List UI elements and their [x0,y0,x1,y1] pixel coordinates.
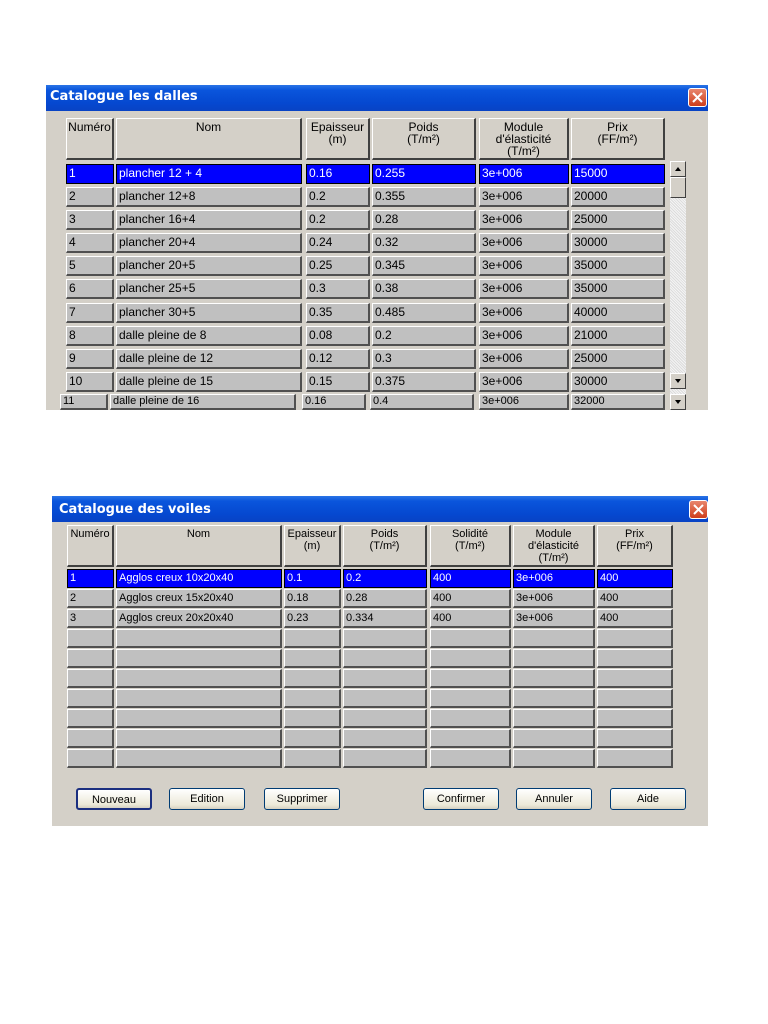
voiles-empty-cell[interactable] [597,629,673,648]
dalles-cell-prix[interactable]: 35000 [571,279,665,299]
voiles-empty-cell[interactable] [343,669,427,688]
voiles-body [52,522,708,826]
voiles-empty-cell[interactable] [284,669,341,688]
voiles-cell-numero[interactable]: 2 [67,589,114,608]
dalles-cell-prix[interactable]: 40000 [571,303,665,323]
dalles-cell-poids[interactable]: 0.28 [372,210,476,230]
voiles-empty-cell[interactable] [343,629,427,648]
dalles-cell-epaisseur[interactable]: 0.3 [306,279,370,299]
voiles-cell-epaisseur[interactable]: 0.18 [284,589,341,608]
voiles-empty-cell[interactable] [513,649,595,668]
voiles-empty-cell[interactable] [597,689,673,708]
voiles-cell-nom[interactable]: Agglos creux 15x20x40 [116,589,282,608]
voiles-cell-prix[interactable]: 400 [597,589,673,608]
dalles-cell-module[interactable]: 3e+006 [479,279,569,299]
dalles-header-prix: Prix (FF/m²) [571,118,665,160]
voiles-empty-cell[interactable] [513,709,595,728]
dalles-cell-poids[interactable]: 0.485 [372,303,476,323]
dalles-cell-poids[interactable]: 0.32 [372,233,476,253]
dalles-cell-poids[interactable]: 0.375 [372,372,476,392]
voiles-empty-cell[interactable] [430,649,511,668]
voiles-cell-numero[interactable]: 1 [67,569,114,588]
dalles-header-poids: Poids (T/m²) [372,118,476,160]
dalles-cell-module[interactable]: 3e+006 [479,394,569,410]
dalles-header-numero: Numéro [66,118,114,160]
voiles-empty-cell[interactable] [284,689,341,708]
voiles-cell-module[interactable]: 3e+006 [513,609,595,628]
dalles-cell-prix[interactable]: 30000 [571,233,665,253]
dalles-header-epaisseur: Epaisseur (m) [306,118,370,160]
dalles-cell-nom[interactable]: plancher 20+5 [116,256,302,276]
voiles-empty-cell[interactable] [116,729,282,748]
dalles-cell-numero[interactable]: 3 [66,210,114,230]
voiles-cell-nom[interactable]: Agglos creux 10x20x40 [116,569,282,588]
dalles-cell-numero[interactable]: 7 [66,303,114,323]
dalles-cell-numero[interactable]: 4 [66,233,114,253]
voiles-empty-cell[interactable] [513,729,595,748]
voiles-empty-cell[interactable] [116,689,282,708]
dalles-cell-nom[interactable]: plancher 20+4 [116,233,302,253]
dalles-cell-module[interactable]: 3e+006 [479,256,569,276]
voiles-empty-cell[interactable] [343,749,427,768]
voiles-empty-cell[interactable] [597,669,673,688]
dalles-cell-epaisseur[interactable]: 0.2 [306,210,370,230]
voiles-empty-cell[interactable] [513,749,595,768]
dalles-cell-nom[interactable]: dalle pleine de 16 [110,394,296,410]
dalles-cell-nom[interactable]: dalle pleine de 8 [116,326,302,346]
voiles-empty-cell[interactable] [597,729,673,748]
voiles-cell-poids[interactable]: 0.28 [343,589,427,608]
voiles-empty-cell[interactable] [67,749,114,768]
voiles-empty-cell[interactable] [67,629,114,648]
dalles-cell-nom[interactable]: plancher 16+4 [116,210,302,230]
dalles-body [46,111,708,410]
voiles-empty-cell[interactable] [284,709,341,728]
arrow-down-icon [671,398,685,410]
voiles-empty-cell[interactable] [116,669,282,688]
voiles-empty-cell[interactable] [116,629,282,648]
voiles-cell-solidite[interactable]: 400 [430,569,511,588]
dalles-cell-epaisseur[interactable]: 0.16 [302,394,366,410]
dalles-cell-poids[interactable]: 0.2 [372,326,476,346]
voiles-header-epaisseur: Epaisseur (m) [284,525,341,567]
dalles-cell-numero[interactable]: 8 [66,326,114,346]
voiles-cell-epaisseur[interactable]: 0.23 [284,609,341,628]
voiles-cell-numero[interactable]: 3 [67,609,114,628]
dalles-cell-nom[interactable]: plancher 12+8 [116,187,302,207]
dalles-cell-module[interactable]: 3e+006 [479,187,569,207]
dalles-cell-numero[interactable]: 1 [66,164,114,184]
voiles-empty-cell[interactable] [513,689,595,708]
voiles-empty-cell[interactable] [430,709,511,728]
voiles-empty-cell[interactable] [284,749,341,768]
dalles-header-nom: Nom [116,118,302,160]
dalles-window [46,85,708,410]
dalles-cell-poids[interactable]: 0.355 [372,187,476,207]
dalles-cell-poids[interactable]: 0.38 [372,279,476,299]
voiles-empty-cell[interactable] [430,749,511,768]
voiles-cell-prix[interactable]: 400 [597,569,673,588]
voiles-header-solidite: Solidité (T/m²) [430,525,511,567]
dalles-cell-epaisseur[interactable]: 0.2 [306,187,370,207]
voiles-cell-nom[interactable]: Agglos creux 20x20x40 [116,609,282,628]
dalles-cell-poids[interactable]: 0.345 [372,256,476,276]
dalles-cell-prix[interactable]: 25000 [571,349,665,369]
scroll-down-button-2[interactable] [670,394,686,410]
voiles-empty-cell[interactable] [430,729,511,748]
dalles-cell-poids[interactable]: 0.3 [372,349,476,369]
voiles-empty-cell[interactable] [67,649,114,668]
dalles-cell-module[interactable]: 3e+006 [479,349,569,369]
voiles-empty-cell[interactable] [284,649,341,668]
voiles-empty-cell[interactable] [343,689,427,708]
nouveau-button[interactable]: Nouveau [76,788,152,810]
voiles-empty-cell[interactable] [284,729,341,748]
dalles-cell-nom[interactable]: plancher 30+5 [116,303,302,323]
dalles-cell-numero[interactable]: 6 [66,279,114,299]
dalles-cell-numero[interactable]: 11 [60,394,108,410]
voiles-empty-cell[interactable] [67,729,114,748]
dalles-cell-poids[interactable]: 0.4 [370,394,474,410]
scroll-up-button[interactable] [670,161,686,177]
dalles-cell-epaisseur[interactable]: 0.35 [306,303,370,323]
voiles-empty-cell[interactable] [513,629,595,648]
voiles-empty-cell[interactable] [597,709,673,728]
voiles-header-module: Module d'élasticité (T/m²) [513,525,595,567]
aide-button[interactable]: Aide [610,788,686,810]
voiles-empty-cell[interactable] [116,709,282,728]
dalles-cell-module[interactable]: 3e+006 [479,233,569,253]
dalles-header-module: Module d'élasticité (T/m²) [479,118,569,160]
dalles-window-title: Catalogue les dalles [50,89,198,104]
dalles-cell-prix[interactable]: 20000 [571,187,665,207]
voiles-cell-epaisseur[interactable]: 0.1 [284,569,341,588]
dalles-cell-poids[interactable]: 0.255 [372,164,476,184]
voiles-empty-cell[interactable] [513,669,595,688]
voiles-empty-cell[interactable] [430,689,511,708]
edition-button[interactable]: Edition [169,788,245,810]
voiles-empty-cell[interactable] [67,689,114,708]
dalles-cell-epaisseur[interactable]: 0.12 [306,349,370,369]
dalles-cell-epaisseur[interactable]: 0.24 [306,233,370,253]
dalles-cell-numero[interactable]: 10 [66,372,114,392]
supprimer-button[interactable]: Supprimer [264,788,340,810]
voiles-empty-cell[interactable] [343,729,427,748]
voiles-close-button[interactable] [689,500,708,519]
dalles-cell-module[interactable]: 3e+006 [479,303,569,323]
dalles-scrollbar[interactable] [670,161,686,410]
dalles-cell-nom[interactable]: dalle pleine de 12 [116,349,302,369]
voiles-cell-poids[interactable]: 0.334 [343,609,427,628]
voiles-title-bar[interactable] [52,496,708,522]
scroll-thumb[interactable] [670,177,686,198]
annuler-button[interactable]: Annuler [516,788,592,810]
voiles-window-title: Catalogue des voiles [59,502,211,517]
voiles-empty-cell[interactable] [597,749,673,768]
dalles-cell-nom[interactable]: plancher 12 + 4 [116,164,302,184]
dalles-cell-epaisseur[interactable]: 0.16 [306,164,370,184]
dalles-cell-prix[interactable]: 35000 [571,256,665,276]
voiles-header-prix: Prix (FF/m²) [597,525,673,567]
voiles-header-poids: Poids (T/m²) [343,525,427,567]
dalles-cell-module[interactable]: 3e+006 [479,372,569,392]
voiles-cell-module[interactable]: 3e+006 [513,589,595,608]
dalles-cell-numero[interactable]: 9 [66,349,114,369]
dalles-cell-module[interactable]: 3e+006 [479,326,569,346]
voiles-empty-cell[interactable] [343,709,427,728]
voiles-cell-solidite[interactable]: 400 [430,609,511,628]
voiles-window [52,496,708,826]
dalles-cell-prix[interactable]: 15000 [571,164,665,184]
voiles-cell-prix[interactable]: 400 [597,609,673,628]
voiles-empty-cell[interactable] [67,709,114,728]
voiles-empty-cell[interactable] [343,649,427,668]
voiles-empty-cell[interactable] [116,749,282,768]
dalles-cell-prix[interactable]: 32000 [571,394,665,410]
voiles-header-nom: Nom [116,525,282,567]
voiles-empty-cell[interactable] [430,629,511,648]
voiles-header-numero: Numéro [67,525,114,567]
voiles-empty-cell[interactable] [597,649,673,668]
scroll-down-button[interactable] [670,373,686,389]
dalles-cell-module[interactable]: 3e+006 [479,210,569,230]
dalles-title-bar[interactable] [46,85,708,111]
dalles-cell-prix[interactable]: 25000 [571,210,665,230]
voiles-empty-cell[interactable] [67,669,114,688]
voiles-cell-module[interactable]: 3e+006 [513,569,595,588]
confirmer-button[interactable]: Confirmer [423,788,499,810]
dalles-cell-epaisseur[interactable]: 0.15 [306,372,370,392]
arrow-down-icon [671,377,685,391]
dalles-cell-prix[interactable]: 21000 [571,326,665,346]
dalles-cell-prix[interactable]: 30000 [571,372,665,392]
voiles-cell-solidite[interactable]: 400 [430,589,511,608]
dalles-cell-epaisseur[interactable]: 0.25 [306,256,370,276]
dalles-cell-numero[interactable]: 5 [66,256,114,276]
dalles-cell-nom[interactable]: dalle pleine de 15 [116,372,302,392]
dalles-cell-module[interactable]: 3e+006 [479,164,569,184]
voiles-empty-cell[interactable] [116,649,282,668]
voiles-cell-poids[interactable]: 0.2 [343,569,427,588]
dalles-close-button[interactable] [688,88,707,107]
dalles-cell-epaisseur[interactable]: 0.08 [306,326,370,346]
dalles-cell-nom[interactable]: plancher 25+5 [116,279,302,299]
voiles-empty-cell[interactable] [284,629,341,648]
dalles-cell-numero[interactable]: 2 [66,187,114,207]
voiles-empty-cell[interactable] [430,669,511,688]
